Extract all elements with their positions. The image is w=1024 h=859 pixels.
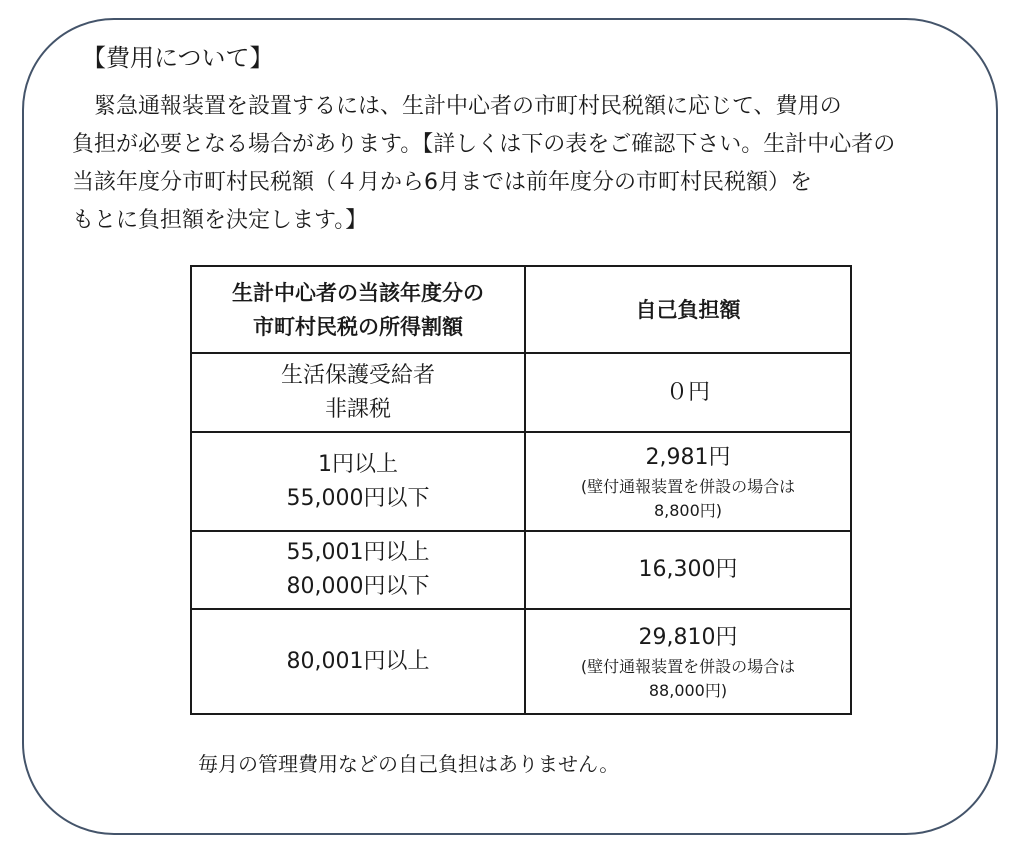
amount-cell — [525, 432, 851, 531]
table-row — [191, 353, 851, 432]
income-line: 55,001円以上 — [286, 540, 430, 565]
section-heading: 【費用について】 — [82, 44, 274, 72]
amount-value: 2,981円 — [645, 444, 731, 470]
header-self-payment — [525, 266, 851, 353]
amount-cell — [525, 609, 851, 714]
amount-value: 29,810円 — [638, 624, 738, 650]
table-row — [191, 432, 851, 531]
table-header-row — [191, 266, 851, 353]
amount-cell — [525, 531, 851, 609]
fee-table — [190, 265, 852, 715]
amount-note: (壁付通報装置を併設の場合は — [580, 476, 796, 496]
income-line: 生活保護受給者 — [280, 362, 435, 388]
amount-note: 88,000円) — [648, 680, 728, 700]
amount-note: (壁付通報装置を併設の場合は — [580, 656, 796, 676]
amount-value: 16,300円 — [638, 557, 738, 582]
footer-note: 毎月の管理費用などの自己負担はありません。 — [198, 752, 620, 776]
income-cell — [191, 432, 525, 531]
income-cell — [191, 353, 525, 432]
header-income-bracket — [191, 266, 525, 353]
amount-value: ０円 — [665, 379, 710, 405]
intro-line: 負担が必要となる場合があります。【詳しくは下の表をご確認下さい。生計中心者の — [72, 132, 896, 157]
income-cell — [191, 531, 525, 609]
header-income-line: 生計中心者の当該年度分の — [232, 280, 484, 305]
income-line: 55,000円以下 — [286, 485, 430, 511]
amount-cell — [525, 353, 851, 432]
income-cell — [191, 609, 525, 714]
header-income-line: 市町村民税の所得割額 — [253, 314, 463, 339]
income-line: 80,001円以上 — [286, 648, 430, 674]
table-row — [191, 609, 851, 714]
table-row — [191, 531, 851, 609]
intro-line: 当該年度分市町村民税額（４月から6月までは前年度分の市町村民税額）を — [72, 170, 812, 195]
income-line: 1円以上 — [318, 451, 398, 477]
header-payment-label: 自己負担額 — [635, 297, 741, 322]
income-line: 非課税 — [324, 396, 391, 422]
intro-line: もとに負担額を決定します。】 — [72, 208, 368, 233]
amount-note: 8,800円) — [653, 500, 723, 520]
intro-paragraph — [72, 88, 948, 240]
intro-line: 緊急通報装置を設置するには、生計中心者の市町村民税額に応じて、費用の — [72, 94, 842, 119]
income-line: 80,000円以下 — [286, 574, 430, 599]
